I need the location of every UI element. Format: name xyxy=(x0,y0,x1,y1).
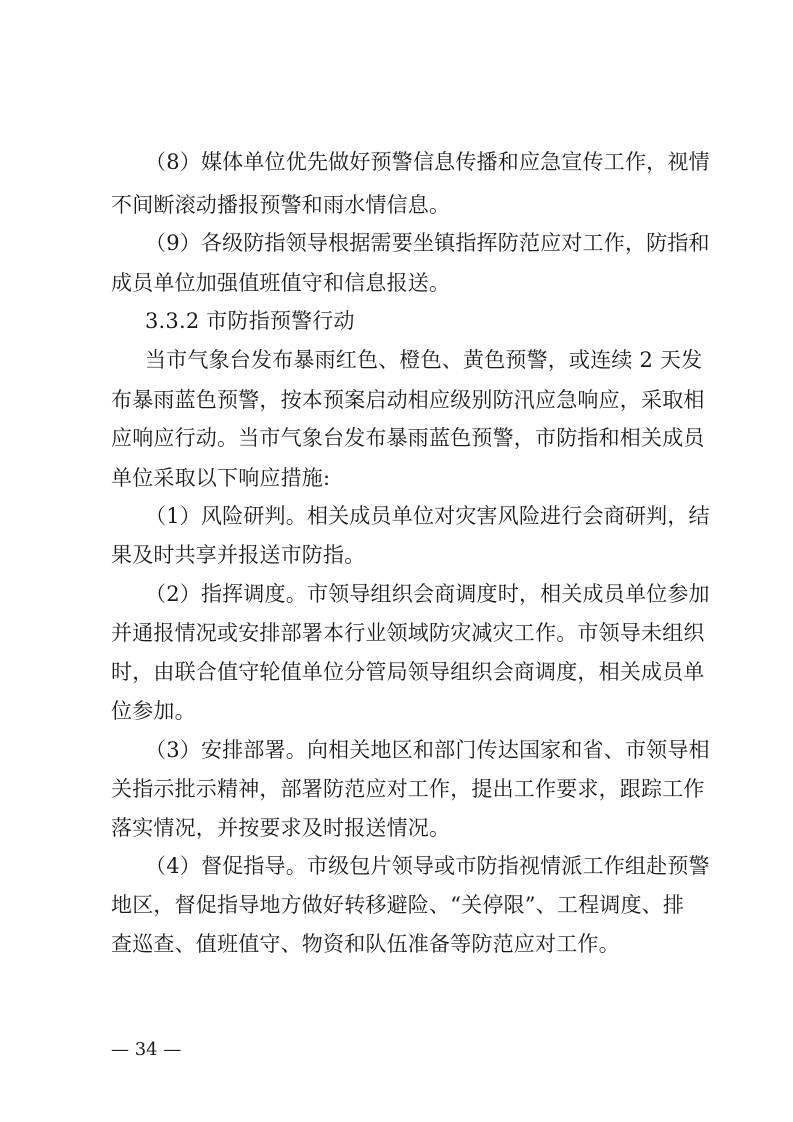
item-1-line-1: （1）风险研判。相关成员单位对灾害风险进行会商研判，结 xyxy=(145,504,710,528)
item-3-line-1: （3）安排部署。向相关地区和部门传达国家和省、市领导相 xyxy=(145,738,710,762)
item-4-line-2: 地区，督促指导地方做好转移避险、“关停限”、工程调度、排 xyxy=(111,893,685,917)
paragraph-8-line-2: 不间断滚动播报预警和雨水情信息。 xyxy=(111,193,451,217)
item-3-line-3: 落实情况，并按要求及时报送情况。 xyxy=(111,816,451,840)
intro-line-3: 应响应行动。当市气象台发布暴雨蓝色预警，市防指和相关成员 xyxy=(111,426,705,450)
intro-line-1: 当市气象台发布暴雨红色、橙色、黄色预警，或连续 2 天发 xyxy=(145,348,703,372)
page-number: — 34 — xyxy=(111,1039,182,1060)
intro-line-2: 布暴雨蓝色预警，按本预案启动相应级别防汛应急响应，采取相 xyxy=(111,388,705,412)
item-3-line-2: 关指示批示精神，部署防范应对工作，提出工作要求，跟踪工作 xyxy=(111,777,705,801)
item-4-line-3: 查巡查、值班值守、物资和队伍准备等防范应对工作。 xyxy=(111,932,620,956)
paragraph-9-line-2: 成员单位加强值班值守和信息报送。 xyxy=(111,271,451,295)
item-2-line-2: 并通报情况或安排部署本行业领域防灾减灾工作。市领导未组织 xyxy=(111,621,705,645)
item-4-line-1: （4）督促指导。市级包片领导或市防指视情派工作组赴预警 xyxy=(145,854,710,878)
item-2-line-1: （2）指挥调度。市领导组织会商调度时，相关成员单位参加 xyxy=(145,582,710,606)
paragraph-9-line-1: （9）各级防指领导根据需要坐镇指挥防范应对工作，防指和 xyxy=(145,231,710,255)
item-1-line-2: 果及时共享并报送市防指。 xyxy=(111,543,366,567)
item-2-line-4: 位参加。 xyxy=(111,699,196,723)
paragraph-8-line-1: （8）媒体单位优先做好预警信息传播和应急宣传工作，视情 xyxy=(145,150,710,174)
item-2-line-3: 时，由联合值守轮值单位分管局领导组织会商调度，相关成员单 xyxy=(111,660,705,684)
intro-line-4: 单位采取以下响应措施: xyxy=(111,466,331,490)
section-heading: 3.3.2 市防指预警行动 xyxy=(145,309,355,333)
